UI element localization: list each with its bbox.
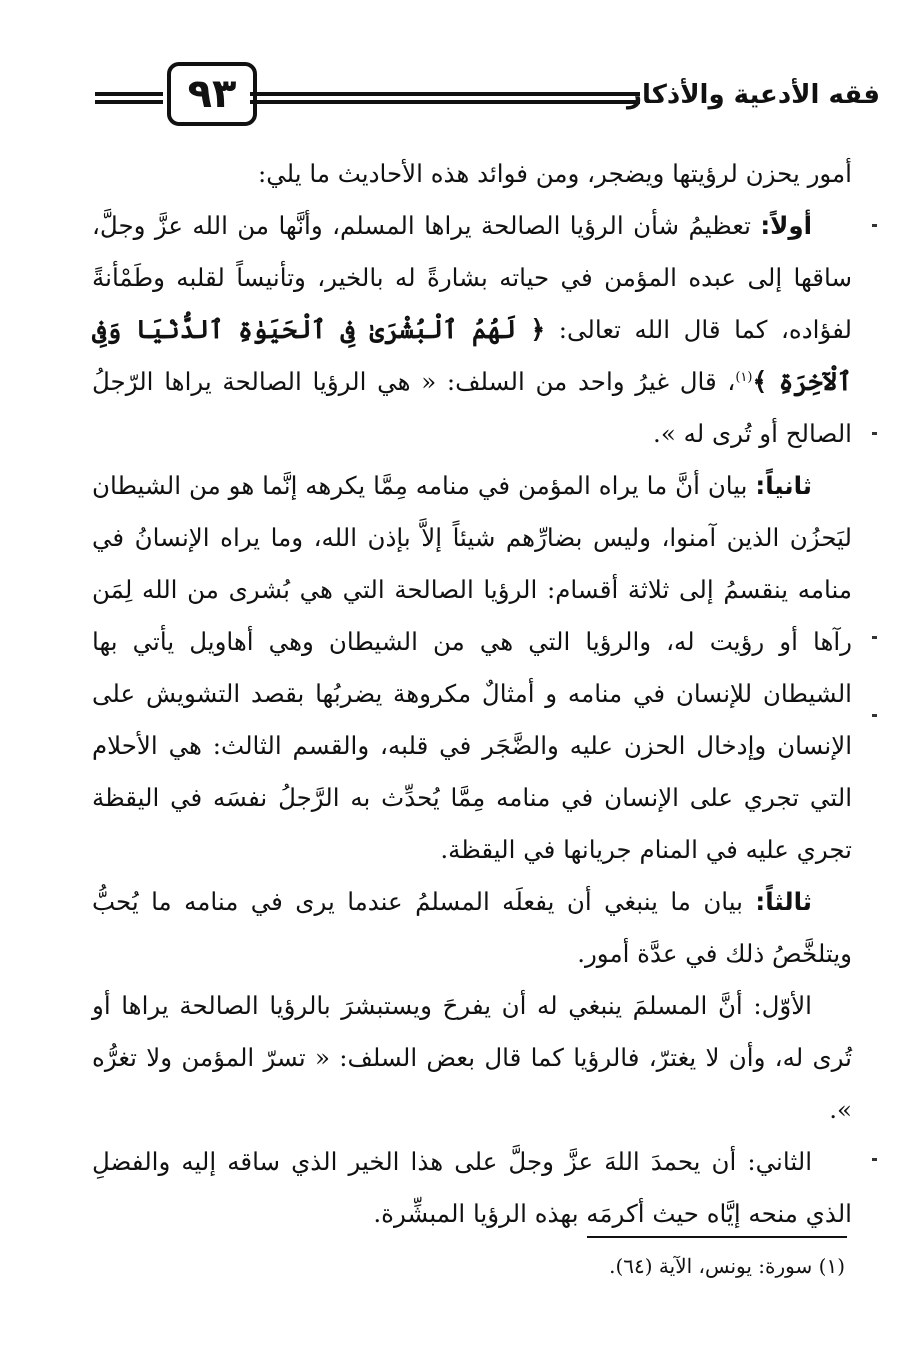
scan-mark (872, 224, 877, 227)
scan-mark (872, 714, 877, 717)
second-point-text: بيان أنَّ ما يراه المؤمن في منامه مِمَّا يكرهه إنَّما هو من الشيطان ليَحزُن الذين آمنوا، وليس بضارِّهم شيئاً إلاَّ بإذن الله، وما يراه الإنسانُ في منامه ينقسمُ إلى ثلاثة أقسام: الرؤيا الصالحة التي هي بُشرى من الله لِمَن رآها أو رؤيت له، والرؤيا التي هي من الشيطان وهي أهاويل يأتي بها الشيطان للإنسان في منامه و أمثالٌ مكروهة يضربُها بقصد التشويش على الإنسان وإدخال الحزن عليه والضَّجَر في قلبه، والقسم الثالث: هي الأحلام التي تجري على الإنسان في منامه مِمَّا يُحدِّث به الرَّجلُ نفسَه في اليقظة تجري عليه في المنام جريانها في اليقظة. (92, 471, 852, 864)
second-point-lead: ثانياً: (755, 471, 812, 500)
header-double-rule-left (95, 92, 163, 104)
scan-mark (872, 1158, 877, 1161)
scan-mark (872, 636, 877, 639)
footnote-reference: (١) (735, 369, 753, 385)
third-point-paragraph (92, 876, 852, 980)
sub-point-one: الأوّل: أنَّ المسلمَ ينبغي له أن يفرحَ ويستبشرَ بالرؤيا الصالحة يراها أو تُرى له، وأن لا يغترّ، فالرؤيا كما قال بعض السلف: « تسرّ المؤمن ولا تغرُّه ». (92, 991, 852, 1124)
scan-mark (872, 432, 877, 435)
footnote-separator (587, 1236, 847, 1238)
second-point-paragraph (92, 460, 852, 876)
running-title: فقه الأدعية والأذكار (627, 80, 880, 110)
page-number: ٩٣ (167, 62, 257, 126)
first-point-lead: أولاً: (760, 211, 812, 240)
page-header (95, 62, 880, 132)
footnote: (١) سورة: يونس، الآية (٦٤). (609, 1254, 845, 1278)
quran-verse: ﴿ لَهُمُ ٱلْبُشْرَىٰ فِى ٱلْحَيَوٰةِ ٱلدُّنْيَا وَفِى ٱلْآخِرَةِ ﴾ (92, 315, 852, 396)
header-double-rule-right (250, 92, 640, 104)
first-point-paragraph (92, 200, 852, 460)
intro-paragraph: أمور يحزن لرؤيتها ويضجر، ومن فوائد هذه الأحاديث ما يلي: (257, 159, 852, 188)
sub-point-two: الثاني: أن يحمدَ اللهَ عزَّ وجلَّ على هذا الخير الذي ساقه إليه والفضلِ الذي منحه إيَّاه حيث أكرمَه بهذه الرؤيا المبشِّرة. (92, 1147, 852, 1228)
third-point-lead: ثالثاً: (755, 887, 812, 916)
third-point-text: بيان ما ينبغي أن يفعلَه المسلمُ عندما يرى في منامه ما يُحبُّ ويتلخَّصُ ذلك في عدَّة أمور. (92, 887, 852, 968)
body-text (92, 148, 852, 1240)
first-point-text-continued: ، قال غيرُ واحد من السلف: « هي الرؤيا الصالحة يراها الرّجلُ الصالح أو تُرى له ». (92, 367, 852, 448)
first-point-text: تعظيمُ شأن الرؤيا الصالحة يراها المسلم، وأنَّها من الله عزَّ وجلَّ، ساقها إلى عبده المؤمن في حياته بشارةً له بالخير، وتأنيساً لقلبه وطَمْأنةً لفؤاده، كما قال الله تعالى: (92, 211, 852, 344)
